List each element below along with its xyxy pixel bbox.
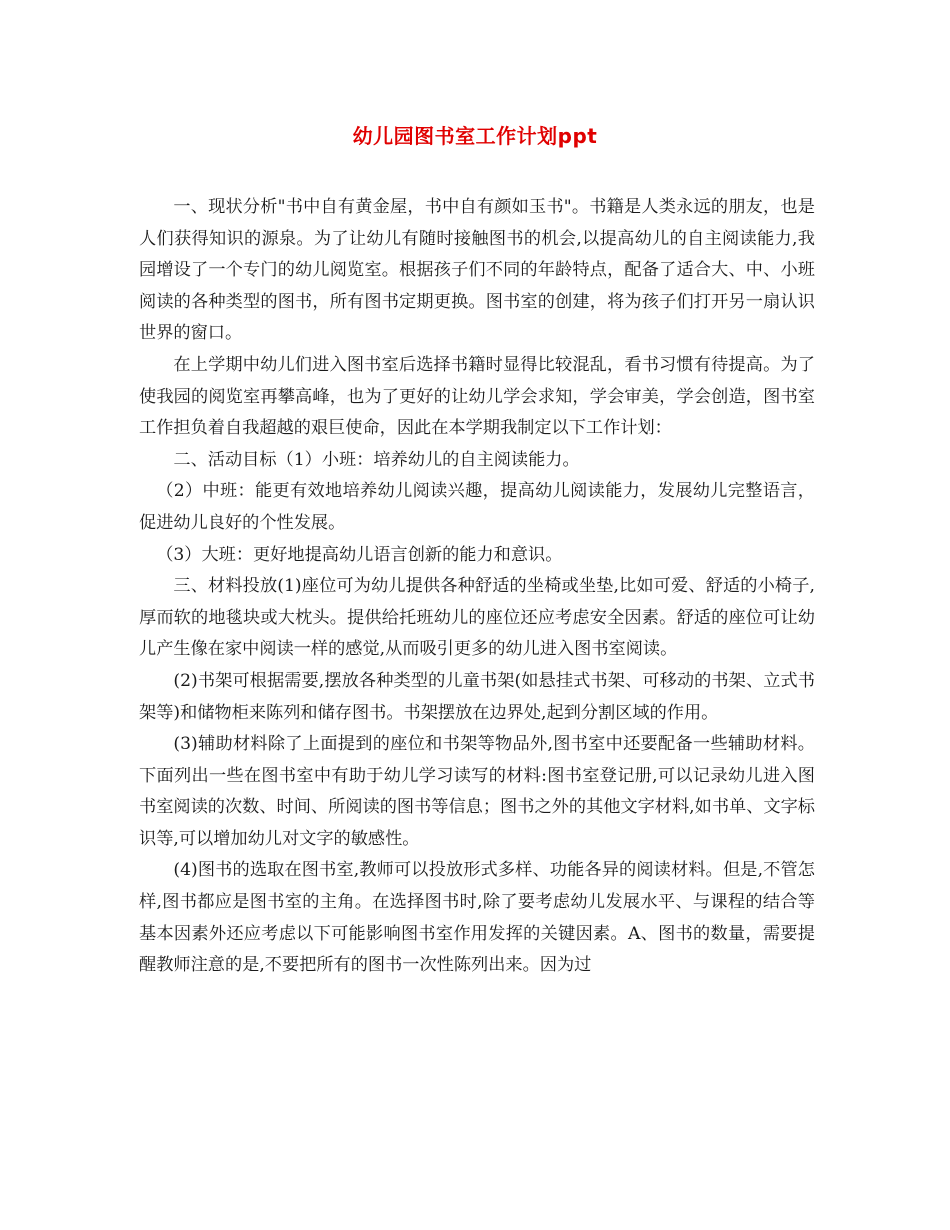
paragraph-materials-auxiliary: (3)辅助材料除了上面提到的座位和书架等物品外,图书室中还要配备一些辅助材料。下面列出一些在图书室中有助于幼儿学习读写的材料:图书室登记册,可以记录幼儿进入图书室阅读的次数、时间、所阅读的图书等信息；图书之外的其他文字材料,如书单、文字标识等,可以增加幼儿对文字的敏感性。: [139, 734, 815, 849]
paragraph-last-semester: 在上学期中幼儿们进入图书室后选择书籍时显得比较混乱，看书习惯有待提高。为了使我园的阅览室再攀高峰，也为了更好的让幼儿学会求知，学会审美，学会创造，图书室工作担负着自我超越的艰巨使命，因此在本学期我制定以下工作计划：: [139, 354, 815, 439]
paragraph-materials-bookshelf: (2)书架可根据需要,摆放各种类型的儿童书架(如悬挂式书架、可移动的书架、立式书架等)和储物柜来陈列和储存图书。书架摆放在边界处,起到分割区域的作用。: [139, 670, 815, 723]
paragraph-materials-book-selection: (4)图书的选取在图书室,教师可以投放形式多样、功能各异的阅读材料。但是,不管怎样,图书都应是图书室的主角。在选择图书时,除了要考虑幼儿发展水平、与课程的结合等基本因素外还应考虑以下可能影响图书室作用发挥的关键因素。A、图书的数量，需要提醒教师注意的是,不要把所有的图书一次性陈列出来。因为过: [139, 860, 815, 976]
paragraph-goals-big-class: （3）大班：更好地提高幼儿语言创新的能力和意识。: [156, 544, 563, 565]
paragraph-situation-analysis: 一、现状分析"书中自有黄金屋，书中自有颜如玉书"。书籍是人类永远的朋友，也是人们获得知识的源泉。为了让幼儿有随时接触图书的机会,以提高幼儿的自主阅读能力,我园增设了一个专门的幼儿阅览室。根据孩子们不同的年龄特点，配备了适合大、中、小班阅读的各种类型的图书，所有图书定期更换。图书室的创建，将为孩子们打开另一扇认识世界的窗口。: [139, 197, 815, 344]
paragraph-materials-seating: 三、材料投放(1)座位可为幼儿提供各种舒适的坐椅或坐垫,比如可爱、舒适的小椅子,厚而软的地毯块或大枕头。提供给托班幼儿的座位还应考虑安全因素。舒适的座位可让幼儿产生像在家中阅读一样的感觉,从而吸引更多的幼儿进入图书室阅读。: [139, 576, 815, 660]
document-body: [139, 192, 815, 982]
paragraph-goals-middle-class: （2）中班：能更有效地培养幼儿阅读兴趣，提高幼儿阅读能力，发展幼儿完整语言，促进幼儿良好的个性发展。: [139, 481, 815, 533]
document-title: 幼儿园图书室工作计划ppt: [352, 124, 598, 148]
paragraph-goals-small-class: 二、活动目标（1）小班：培养幼儿的自主阅读能力。: [173, 449, 580, 470]
